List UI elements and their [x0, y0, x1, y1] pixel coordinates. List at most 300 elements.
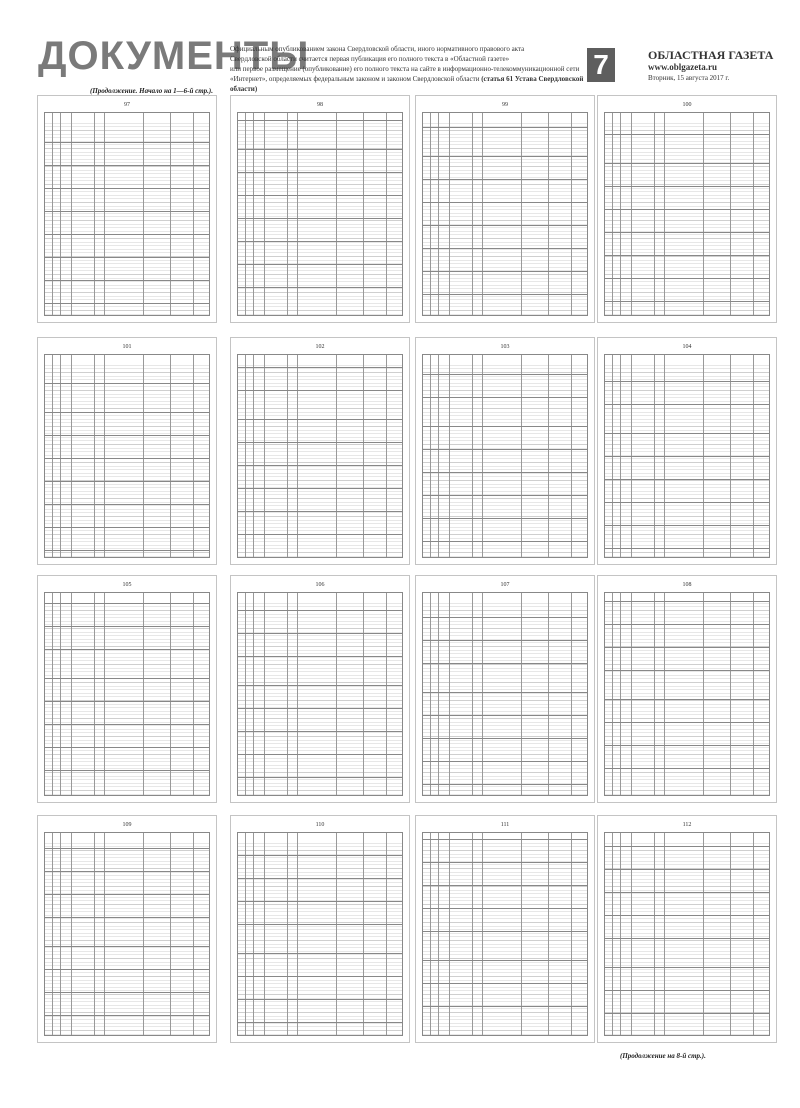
table-column-line [363, 593, 364, 795]
table-column-line [253, 355, 254, 557]
sheet-page-number: 98 [317, 102, 323, 108]
table-row-line [423, 738, 587, 739]
sheet-page-number: 106 [315, 582, 325, 588]
table-row-line [238, 287, 402, 288]
document-sheet [37, 575, 217, 803]
table-column-line [482, 355, 483, 557]
table-row-line [423, 862, 587, 863]
table-row-line [238, 610, 402, 611]
table-row-line [605, 255, 769, 256]
table-row-line [423, 960, 587, 961]
table-column-line [253, 833, 254, 1035]
sheet-page-number: 110 [315, 822, 325, 828]
table-row-line [605, 548, 769, 549]
budget-table [44, 354, 210, 558]
table-row-line [45, 747, 209, 748]
table-row-line [45, 481, 209, 482]
sheet-page-number: 101 [122, 344, 132, 350]
table-column-line [548, 355, 549, 557]
document-sheet [597, 95, 777, 323]
table-row-line [45, 188, 209, 189]
budget-table [422, 354, 588, 558]
table-column-line [264, 593, 265, 795]
sheet-page-number: 103 [500, 344, 510, 350]
table-column-line [104, 593, 105, 795]
table-row-line [423, 374, 587, 375]
table-row-line [423, 617, 587, 618]
table-column-line [612, 833, 613, 1035]
table-column-line [104, 113, 105, 315]
newspaper-name: ОБЛАСТНАЯ ГАЗЕТА [648, 48, 774, 62]
table-row-line [45, 871, 209, 872]
budget-table [237, 354, 403, 558]
sheet-page-number: 112 [682, 822, 692, 828]
table-column-line [430, 833, 431, 1035]
table-row-line [423, 472, 587, 473]
table-row-line [238, 488, 402, 489]
table-column-line [193, 593, 194, 795]
table-row-line [238, 172, 402, 173]
table-column-line [336, 833, 337, 1035]
table-column-line [245, 593, 246, 795]
table-column-line [521, 355, 522, 557]
table-column-line [71, 833, 72, 1035]
table-column-line [52, 833, 53, 1035]
table-row-line [423, 294, 587, 295]
table-row-line [423, 885, 587, 886]
table-rows [238, 600, 402, 795]
table-row-line [45, 992, 209, 993]
table-row-line [605, 232, 769, 233]
table-row-line [238, 777, 402, 778]
table-column-line [170, 113, 171, 315]
table-row-line [605, 502, 769, 503]
table-column-line [620, 113, 621, 315]
issue-date: Вторник, 15 августа 2017 г. [648, 74, 730, 82]
table-column-line [703, 113, 704, 315]
table-column-line [143, 833, 144, 1035]
table-row-line [238, 511, 402, 512]
table-column-line [664, 833, 665, 1035]
table-row-line [423, 271, 587, 272]
table-row-line [423, 761, 587, 762]
table-row-line [45, 234, 209, 235]
table-rows [45, 840, 209, 1035]
table-column-line [449, 355, 450, 557]
table-row-line [45, 1015, 209, 1016]
table-row-line [423, 839, 587, 840]
sheet-page-number: 109 [122, 822, 132, 828]
table-column-line [287, 113, 288, 315]
table-column-line [430, 355, 431, 557]
newspaper-url[interactable]: www.oblgazeta.ru [648, 62, 717, 72]
table-rows [605, 600, 769, 795]
table-column-line [654, 113, 655, 315]
table-column-line [730, 113, 731, 315]
table-column-line [245, 113, 246, 315]
table-column-line [143, 593, 144, 795]
table-column-line [297, 355, 298, 557]
document-sheet [597, 337, 777, 565]
table-row-line [238, 708, 402, 709]
table-row-line [238, 195, 402, 196]
table-row-line [45, 280, 209, 281]
table-column-line [753, 833, 754, 1035]
table-row-line [423, 397, 587, 398]
table-row-line [45, 678, 209, 679]
document-sheet [230, 575, 410, 803]
table-column-line [438, 593, 439, 795]
table-column-line [104, 833, 105, 1035]
table-row-line [423, 931, 587, 932]
table-row-line [605, 1013, 769, 1014]
table-row-line [238, 241, 402, 242]
table-row-line [605, 433, 769, 434]
table-row-line [605, 479, 769, 480]
table-row-line [45, 458, 209, 459]
table-column-line [472, 833, 473, 1035]
table-row-line [238, 685, 402, 686]
table-row-line [238, 120, 402, 121]
table-row-line [605, 938, 769, 939]
sheet-page-number: 107 [500, 582, 510, 588]
table-column-line [631, 113, 632, 315]
table-row-line [605, 990, 769, 991]
budget-table [422, 112, 588, 316]
table-row-line [423, 518, 587, 519]
table-row-line [238, 149, 402, 150]
table-column-line [94, 593, 95, 795]
table-row-line [423, 225, 587, 226]
table-column-line [449, 833, 450, 1035]
table-row-line [605, 624, 769, 625]
document-sheet [415, 815, 595, 1043]
table-column-line [60, 593, 61, 795]
budget-table [237, 112, 403, 316]
budget-table [604, 112, 770, 316]
budget-table [44, 112, 210, 316]
table-row-line [45, 383, 209, 384]
table-row-line [238, 878, 402, 879]
table-row-line [423, 202, 587, 203]
budget-table [422, 592, 588, 796]
table-column-line [386, 113, 387, 315]
table-column-line [386, 355, 387, 557]
table-row-line [238, 390, 402, 391]
table-column-line [170, 593, 171, 795]
table-row-line [45, 550, 209, 551]
table-row-line [605, 163, 769, 164]
table-column-line [482, 833, 483, 1035]
document-sheet [597, 815, 777, 1043]
table-column-line [472, 593, 473, 795]
budget-table [604, 592, 770, 796]
table-column-line [52, 593, 53, 795]
table-column-line [753, 113, 754, 315]
document-sheet [415, 575, 595, 803]
table-column-line [60, 833, 61, 1035]
table-column-line [94, 113, 95, 315]
table-column-line [52, 113, 53, 315]
table-row-line [45, 165, 209, 166]
document-sheet [230, 815, 410, 1043]
table-column-line [94, 833, 95, 1035]
section-title: ДОКУМЕНТЫ [38, 34, 310, 78]
budget-table [44, 592, 210, 796]
table-row-line [423, 495, 587, 496]
table-row-line [605, 404, 769, 405]
table-row-line [605, 892, 769, 893]
table-rows [45, 600, 209, 795]
table-row-line [238, 976, 402, 977]
table-row-line [45, 257, 209, 258]
table-row-line [605, 967, 769, 968]
table-row-line [238, 218, 402, 219]
table-row-line [238, 855, 402, 856]
table-row-line [423, 179, 587, 180]
table-row-line [423, 908, 587, 909]
table-column-line [438, 833, 439, 1035]
table-row-line [45, 649, 209, 650]
table-row-line [45, 435, 209, 436]
table-row-line [238, 754, 402, 755]
document-sheet [597, 575, 777, 803]
table-row-line [605, 699, 769, 700]
table-rows [238, 362, 402, 557]
table-row-line [45, 527, 209, 528]
table-column-line [482, 113, 483, 315]
table-row-line [423, 692, 587, 693]
table-column-line [363, 833, 364, 1035]
table-column-line [482, 593, 483, 795]
table-column-line [193, 833, 194, 1035]
table-row-line [238, 901, 402, 902]
sheet-page-number: 97 [124, 102, 130, 108]
table-column-line [612, 113, 613, 315]
table-row-line [605, 186, 769, 187]
table-row-line [423, 1006, 587, 1007]
table-column-line [430, 593, 431, 795]
table-column-line [703, 833, 704, 1035]
document-sheet [415, 95, 595, 323]
table-column-line [571, 113, 572, 315]
continued-on-note: (Продолжение на 8-й стр.). [620, 1052, 706, 1060]
table-row-line [605, 601, 769, 602]
table-column-line [264, 355, 265, 557]
table-column-line [386, 593, 387, 795]
table-column-line [438, 355, 439, 557]
table-row-line [238, 442, 402, 443]
table-column-line [143, 113, 144, 315]
table-row-line [423, 449, 587, 450]
table-column-line [521, 593, 522, 795]
table-column-line [336, 355, 337, 557]
budget-table [44, 832, 210, 1036]
table-column-line [71, 593, 72, 795]
budget-table [604, 354, 770, 558]
sheet-page-number: 104 [682, 344, 692, 350]
table-row-line [238, 419, 402, 420]
sheet-page-number: 111 [500, 822, 510, 828]
table-row-line [238, 924, 402, 925]
budget-table [237, 832, 403, 1036]
table-column-line [245, 833, 246, 1035]
table-row-line [238, 1022, 402, 1023]
sheet-page-number: 105 [122, 582, 132, 588]
table-column-line [521, 113, 522, 315]
table-column-line [620, 833, 621, 1035]
table-row-line [238, 465, 402, 466]
table-row-line [605, 722, 769, 723]
table-row-line [45, 724, 209, 725]
table-column-line [363, 355, 364, 557]
table-column-line [336, 593, 337, 795]
table-row-line [238, 534, 402, 535]
table-row-line [45, 142, 209, 143]
table-column-line [449, 593, 450, 795]
table-row-line [423, 640, 587, 641]
table-row-line [45, 504, 209, 505]
document-sheet [37, 815, 217, 1043]
table-row-line [605, 381, 769, 382]
table-column-line [297, 833, 298, 1035]
table-column-line [654, 833, 655, 1035]
table-column-line [71, 113, 72, 315]
table-row-line [605, 745, 769, 746]
table-column-line [548, 593, 549, 795]
table-row-line [423, 983, 587, 984]
table-column-line [264, 113, 265, 315]
table-rows [423, 120, 587, 315]
table-column-line [287, 833, 288, 1035]
table-column-line [193, 113, 194, 315]
table-column-line [571, 355, 572, 557]
sheet-page-number: 108 [682, 582, 692, 588]
table-column-line [297, 113, 298, 315]
budget-table [422, 832, 588, 1036]
budget-table [237, 592, 403, 796]
table-row-line [238, 731, 402, 732]
table-row-line [605, 301, 769, 302]
table-column-line [571, 593, 572, 795]
table-column-line [170, 833, 171, 1035]
table-row-line [45, 894, 209, 895]
table-row-line [605, 525, 769, 526]
table-row-line [238, 367, 402, 368]
table-rows [605, 120, 769, 315]
continued-from-note: (Продолжение. Начало на 1—6-й стр.). [90, 87, 214, 95]
table-row-line [423, 426, 587, 427]
table-rows [423, 600, 587, 795]
table-column-line [521, 833, 522, 1035]
table-column-line [571, 833, 572, 1035]
table-row-line [45, 848, 209, 849]
table-column-line [287, 593, 288, 795]
table-column-line [245, 355, 246, 557]
table-row-line [45, 917, 209, 918]
document-sheet [37, 95, 217, 323]
table-row-line [45, 211, 209, 212]
table-column-line [664, 113, 665, 315]
document-sheet [37, 337, 217, 565]
table-row-line [45, 412, 209, 413]
table-row-line [423, 156, 587, 157]
table-row-line [45, 969, 209, 970]
table-column-line [548, 113, 549, 315]
sheet-page-number: 102 [315, 344, 325, 350]
table-row-line [238, 633, 402, 634]
sheet-page-number: 100 [682, 102, 692, 108]
document-sheet [230, 95, 410, 323]
table-row-line [238, 656, 402, 657]
document-sheet [415, 337, 595, 565]
table-column-line [297, 593, 298, 795]
table-row-line [45, 946, 209, 947]
table-column-line [449, 113, 450, 315]
table-row-line [238, 999, 402, 1000]
table-row-line [45, 770, 209, 771]
table-row-line [238, 264, 402, 265]
table-row-line [605, 278, 769, 279]
table-row-line [423, 541, 587, 542]
table-row-line [45, 701, 209, 702]
table-column-line [386, 833, 387, 1035]
table-row-line [605, 670, 769, 671]
document-sheet [230, 337, 410, 565]
table-column-line [438, 113, 439, 315]
table-row-line [423, 663, 587, 664]
table-column-line [363, 113, 364, 315]
table-column-line [253, 593, 254, 795]
table-column-line [264, 833, 265, 1035]
table-rows [605, 362, 769, 557]
table-column-line [730, 833, 731, 1035]
page-number: 7 [587, 48, 615, 82]
table-row-line [605, 456, 769, 457]
table-rows [423, 362, 587, 557]
table-row-line [423, 784, 587, 785]
table-row-line [45, 626, 209, 627]
table-row-line [605, 647, 769, 648]
table-row-line [423, 248, 587, 249]
publication-notice: Официальным опубликованием закона Свердловской области, иного нормативного правового акта Свердловской области считается первая публикация его полного текста в «Областной газете» или первое размещение (опубликование) его полного текста на сайте в информационно-телекоммуникационной сети «Интернет», определяемых федеральным законом и законом Свердловской области (статья 61 Устава Свердловской области) [230, 45, 584, 93]
budget-table [604, 832, 770, 1036]
table-row-line [605, 134, 769, 135]
table-column-line [548, 833, 549, 1035]
table-column-line [472, 355, 473, 557]
table-column-line [631, 833, 632, 1035]
table-row-line [45, 303, 209, 304]
table-column-line [287, 355, 288, 557]
table-row-line [605, 209, 769, 210]
table-row-line [605, 768, 769, 769]
table-column-line [253, 113, 254, 315]
table-column-line [472, 113, 473, 315]
table-rows [45, 120, 209, 315]
table-row-line [605, 869, 769, 870]
table-row-line [605, 915, 769, 916]
table-row-line [423, 715, 587, 716]
table-rows [238, 840, 402, 1035]
table-column-line [430, 113, 431, 315]
table-row-line [605, 846, 769, 847]
table-column-line [336, 113, 337, 315]
table-row-line [423, 127, 587, 128]
table-column-line [60, 113, 61, 315]
table-row-line [45, 603, 209, 604]
sheet-page-number: 99 [502, 102, 508, 108]
table-row-line [238, 953, 402, 954]
